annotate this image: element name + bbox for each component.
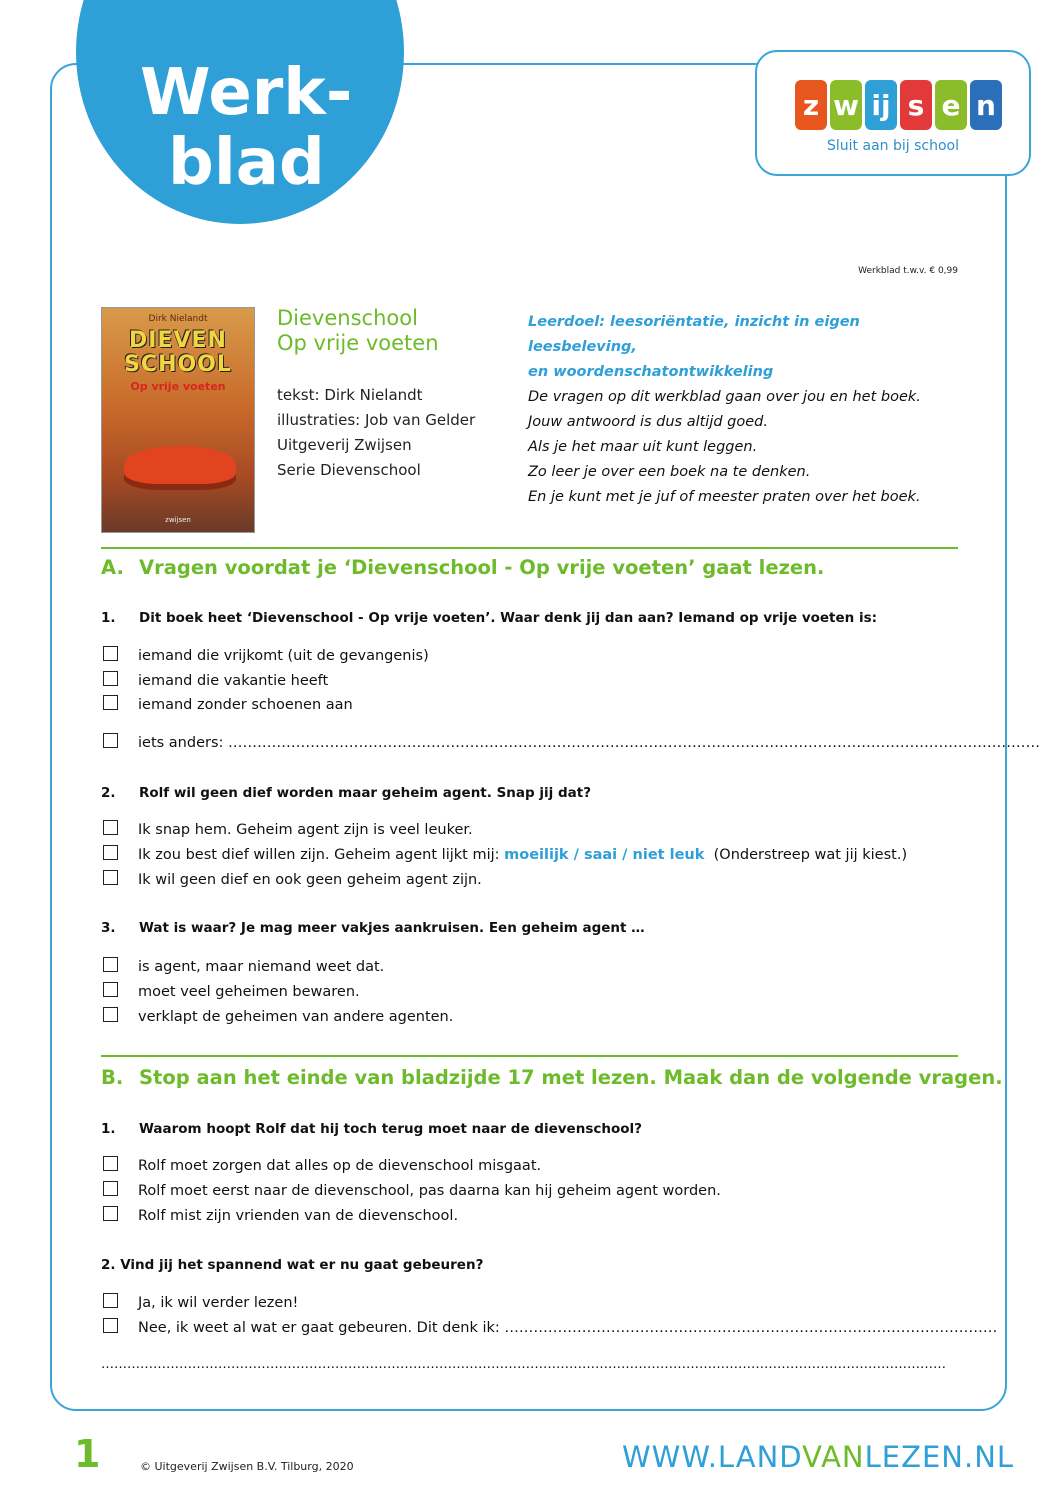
cover-author: Dirk Nielandt: [148, 314, 208, 324]
option-a3-2: [103, 984, 360, 1000]
logo-letter: e: [935, 80, 967, 130]
checkbox[interactable]: [103, 733, 118, 748]
question-a3: [101, 920, 645, 936]
section-b-heading: [101, 1066, 1003, 1089]
option-label: is agent, maar niemand weet dat.: [138, 959, 385, 975]
meta-publisher: Uitgeverij Zwijsen: [277, 436, 412, 454]
option-a1-3: [103, 697, 353, 713]
checkbox[interactable]: [103, 671, 118, 686]
checkbox[interactable]: [103, 845, 118, 860]
answer-dots: ……………………………………………………………………………………………………………………………………………………………………………: [101, 1357, 946, 1372]
section-b-letter: B.: [101, 1066, 124, 1089]
checkbox[interactable]: [103, 1156, 118, 1171]
site-part-3: LEZEN.NL: [864, 1440, 1015, 1474]
option-label: Rolf moet zorgen dat alles op de dievenschool misgaat.: [138, 1158, 542, 1174]
option-a2-1: [103, 822, 473, 838]
goal-text-3: Als je het maar uit kunt leggen.: [528, 439, 758, 455]
question-a2: [101, 785, 591, 801]
option-label[interactable]: iets anders: ……………………………………………………………………………………………………………………………………………………: [138, 735, 1041, 751]
question-number: 2.: [101, 785, 116, 801]
publisher-logo: [755, 50, 1031, 176]
logo-tagline: Sluit aan bij school: [827, 138, 959, 154]
option-label: verklapt de geheimen van andere agenten.: [138, 1009, 454, 1025]
cover-illustration: [124, 446, 236, 484]
section-a-heading: [101, 556, 824, 579]
site-part-2: VAN: [802, 1440, 865, 1474]
option-a3-3: [103, 1009, 453, 1025]
question-text: Waarom hoopt Rolf dat hij toch terug moet naar de dievenschool?: [139, 1121, 642, 1137]
option-label: moet veel geheimen bewaren.: [138, 984, 360, 1000]
goal-text-5: En je kunt met je juf of meester praten over het boek.: [528, 489, 921, 505]
option-a1-other: [103, 735, 1040, 751]
option-a2-2: [103, 847, 907, 863]
logo-letters: [795, 80, 1002, 130]
logo-letter: z: [795, 80, 827, 130]
option-label: Ik wil geen dief en ook geen geheim agent zijn.: [138, 872, 482, 888]
checkbox[interactable]: [103, 982, 118, 997]
meta-text: tekst: Dirk Nielandt: [277, 386, 423, 404]
question-number: 3.: [101, 920, 116, 936]
cover-title-2: SCHOOL: [124, 352, 232, 377]
option-label: Ja, ik wil verder lezen!: [138, 1295, 299, 1311]
title-line-2: blad: [168, 126, 325, 200]
question-number: 1.: [101, 1121, 116, 1137]
cover-title-1: DIEVEN: [129, 328, 227, 353]
goal-text-4: Zo leer je over een boek na te denken.: [528, 464, 811, 480]
book-title-line-2: Op vrije voeten: [277, 331, 439, 355]
cover-publisher: zwijsen: [165, 516, 191, 524]
cover-subtitle: Op vrije voeten: [130, 380, 226, 393]
checkbox[interactable]: [103, 957, 118, 972]
option-label: Ik snap hem. Geheim agent zijn is veel leuker.: [138, 822, 473, 838]
logo-letter: ij: [865, 80, 897, 130]
section-b-title: Stop aan het einde van bladzijde 17 met lezen. Maak dan de volgende vragen.: [139, 1066, 1003, 1089]
option-label: Rolf mist zijn vrienden van de dievenschool.: [138, 1208, 459, 1224]
checkbox[interactable]: [103, 646, 118, 661]
question-text: Wat is waar? Je mag meer vakjes aankruisen. Een geheim agent …: [139, 920, 645, 936]
question-a1: [101, 610, 877, 626]
meta-series: Serie Dievenschool: [277, 461, 421, 479]
checkbox[interactable]: [103, 695, 118, 710]
checkbox[interactable]: [103, 870, 118, 885]
book-cover: [101, 307, 255, 533]
divider-b: [101, 1055, 958, 1057]
section-a-letter: A.: [101, 556, 124, 579]
checkbox[interactable]: [103, 820, 118, 835]
option-b2-2: [103, 1320, 997, 1336]
copyright: © Uitgeverij Zwijsen B.V. Tilburg, 2020: [140, 1460, 354, 1473]
book-meta: [277, 383, 475, 483]
title-line-1: Werk-: [140, 56, 353, 130]
page-number: 1: [74, 1432, 101, 1476]
book-title: [277, 306, 439, 356]
underline-choice[interactable]: moeilijk / saai / niet leuk: [504, 847, 705, 863]
option-b2-1: [103, 1295, 298, 1311]
option-a1-1: [103, 648, 429, 664]
option-label: iemand die vrijkomt (uit de gevangenis): [138, 648, 429, 664]
question-number: 1.: [101, 610, 116, 626]
question-b2: 2. Vind jij het spannend wat er nu gaat gebeuren?: [101, 1257, 484, 1273]
option-label: iemand die vakantie heeft: [138, 673, 329, 689]
goal-text-1: De vragen op dit werkblad gaan over jou en het boek.: [528, 389, 921, 405]
option-b1-3: [103, 1208, 458, 1224]
website-link[interactable]: [622, 1440, 1014, 1474]
logo-letter: n: [970, 80, 1002, 130]
answer-line[interactable]: [101, 1357, 946, 1372]
question-text: Rolf wil geen dief worden maar geheim agent. Snap jij dat?: [139, 785, 592, 801]
question-b1: [101, 1121, 642, 1137]
option-hint: (Onderstreep wat jij kiest.): [713, 847, 908, 863]
checkbox[interactable]: [103, 1181, 118, 1196]
logo-letter: w: [830, 80, 862, 130]
goal-line-1: Leerdoel: leesoriëntatie, inzicht in eigen leesbeleving,: [528, 314, 860, 355]
checkbox[interactable]: [103, 1007, 118, 1022]
section-a-title: Vragen voordat je ‘Dievenschool - Op vrije voeten’ gaat lezen.: [139, 556, 825, 579]
question-text: Dit boek heet ‘Dievenschool - Op vrije voeten’. Waar denk jij dan aan? Iemand op vrije voeten is:: [139, 610, 878, 626]
meta-illustrations: illustraties: Job van Gelder: [277, 411, 476, 429]
option-label: Rolf moet eerst naar de dievenschool, pas daarna kan hij geheim agent worden.: [138, 1183, 721, 1199]
divider-a: [101, 547, 958, 549]
checkbox[interactable]: [103, 1293, 118, 1308]
option-b1-1: [103, 1158, 541, 1174]
option-label: Ik zou best dief willen zijn. Geheim agent lijkt mij:: [138, 847, 500, 863]
goal-line-2: en woordenschatontwikkeling: [528, 364, 774, 380]
option-a3-1: [103, 959, 384, 975]
logo-letter: s: [900, 80, 932, 130]
learning-goal: [528, 310, 968, 510]
checkbox[interactable]: [103, 1206, 118, 1221]
option-a1-2: [103, 673, 328, 689]
goal-text-2: Jouw antwoord is dus altijd goed.: [528, 414, 768, 430]
checkbox[interactable]: [103, 1318, 118, 1333]
site-part-1: WWW.LAND: [622, 1440, 803, 1474]
option-a2-3: [103, 872, 482, 888]
price-note: Werkblad t.w.v. € 0,99: [858, 266, 958, 276]
option-label: iemand zonder schoenen aan: [138, 697, 353, 713]
worksheet-title: [140, 58, 352, 198]
option-label[interactable]: Nee, ik weet al wat er gaat gebeuren. Dit denk ik: …………………………………………………………………………………………: [138, 1320, 998, 1336]
option-b1-2: [103, 1183, 721, 1199]
book-title-line-1: Dievenschool: [277, 306, 418, 330]
